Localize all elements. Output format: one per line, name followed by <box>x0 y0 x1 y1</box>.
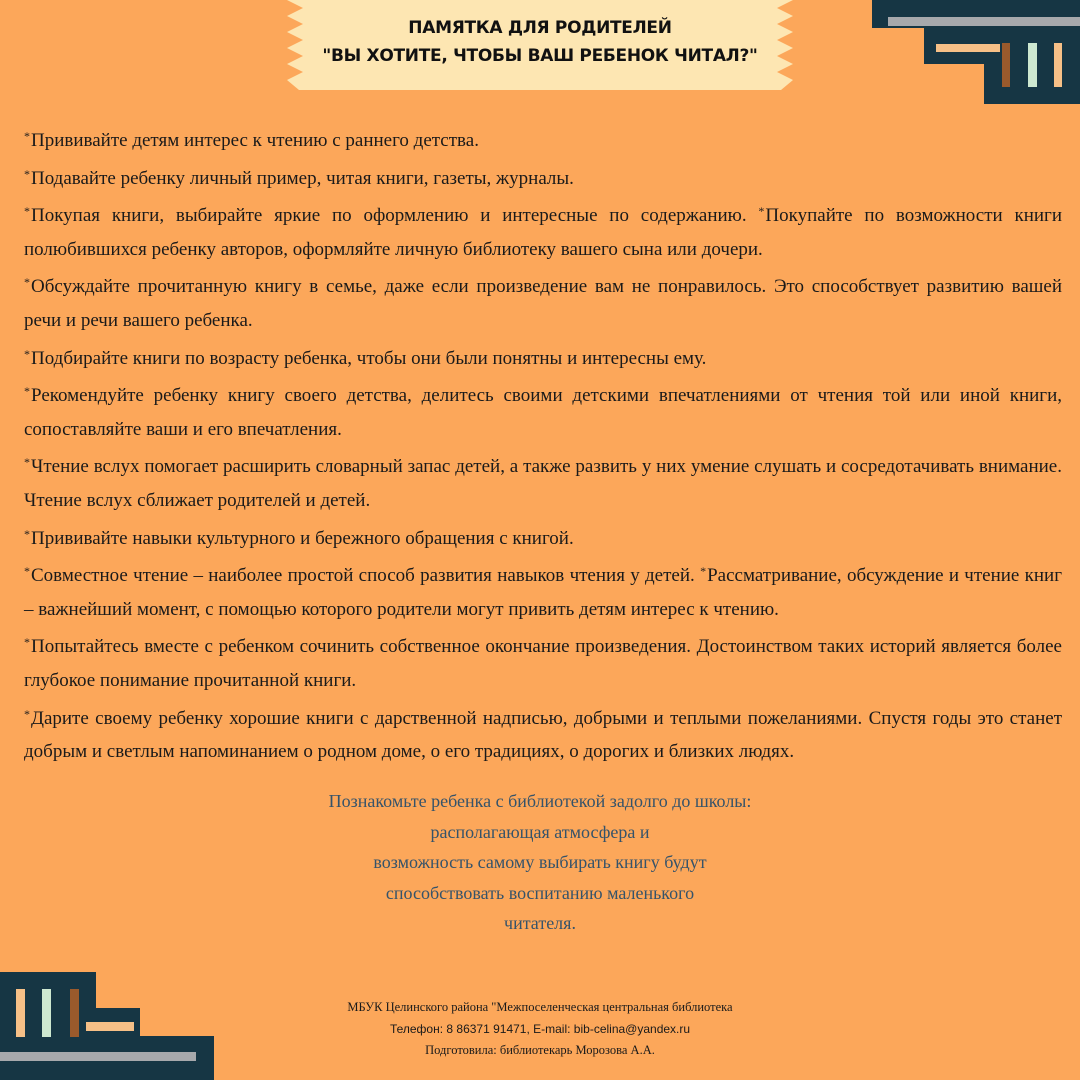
tips-list <box>24 120 1062 769</box>
header-title-line-1: ПАМЯТКА ДЛЯ РОДИТЕЛЕЙ <box>408 18 672 38</box>
footer-contacts: Телефон: 8 86371 91471, E-mail: bib-celina@yandex.ru <box>389 1021 691 1036</box>
closing-line: Познакомьте ребенка с библиотекой задолго до школы: <box>328 791 752 811</box>
list-item: *Попытайтесь вместе с ребенком сочинить собственное окончание произведения. Достоинством таких историй является более глубокое понимание прочитанной книги. <box>24 635 1062 691</box>
footer-organization: МБУК Целинского района "Межпоселенческая центральная библиотека <box>347 1000 733 1014</box>
list-item: *Покупая книги, выбирайте яркие по оформлению и интересные по содержанию. *Покупайте по возможности книги полюбившихся ребенку авторов, оформляйте личную библиотеку вашего сына или дочери. <box>24 204 1063 260</box>
list-item: *Дарите своему ребенку хорошие книги с дарственной надписью, добрыми и теплыми пожеланиями. Спустя годы это станет добрым и светлым напоминанием о родном доме, о его традициях, о дорогих и близких людях. <box>24 706 1062 763</box>
closing-message <box>240 786 840 939</box>
list-item: *Подбирайте книги по возрасту ребенка, чтобы они были понятны и интересны ему. <box>24 346 707 369</box>
header-title <box>287 14 793 70</box>
closing-line: читателя. <box>504 913 576 933</box>
footer-author: Подготовила: библиотекарь Морозова А.А. <box>425 1043 655 1057</box>
header-title-line-2: "ВЫ ХОТИТЕ, ЧТОБЫ ВАШ РЕБЕНОК ЧИТАЛ?" <box>322 46 758 66</box>
list-item: *Совместное чтение – наиболее простой способ развития навыков чтения у детей. *Рассматривание, обсуждение и чтение книг – важнейший момент, с помощью которого родители могут привить детям интерес к чтению. <box>24 564 1063 620</box>
footer <box>240 997 840 1062</box>
closing-line: располагающая атмосфера и <box>430 821 650 842</box>
list-item: *Обсуждайте прочитанную книгу в семье, даже если произведение вам не понравилось. Это способствует развитию вашей речи и речи вашего ребенка. <box>24 275 1062 331</box>
list-item: *Подавайте ребенку личный пример, читая книги, газеты, журналы. <box>24 166 574 189</box>
list-item: *Прививайте детям интерес к чтению с раннего детства. <box>24 129 479 151</box>
bookshelf-decoration-bottom <box>0 972 214 1080</box>
closing-line: возможность самому выбирать книгу будут <box>373 852 707 872</box>
list-item: *Чтение вслух помогает расширить словарный запас детей, а также развить у них умение слушать и сосредотачивать внимание. Чтение вслух сближает родителей и детей. <box>24 455 1062 511</box>
header-banner <box>287 0 793 90</box>
list-item: *Прививайте навыки культурного и бережного обращения с книгой. <box>24 526 574 549</box>
closing-line: способствовать воспитанию маленького <box>385 882 695 903</box>
bookshelf-decoration-top <box>872 0 1080 104</box>
list-item: *Рекомендуйте ребенку книгу своего детства, делитесь своими детскими впечатлениями от чтения той или иной книги, сопоставляйте ваши и его впечатления. <box>24 384 1062 440</box>
